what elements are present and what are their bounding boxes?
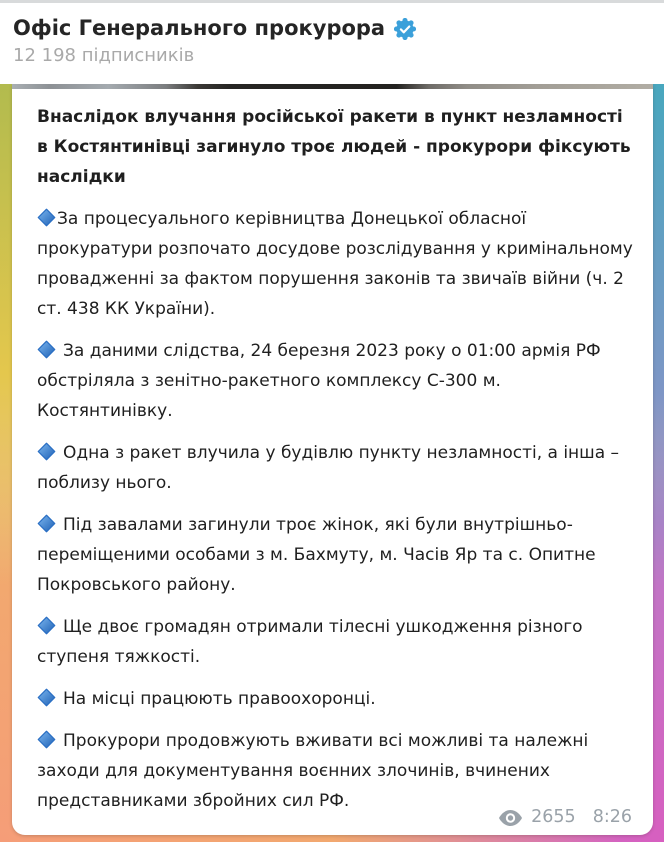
subscriber-count: 12 198 підписників [13,45,195,66]
verified-badge-icon [394,18,416,40]
view-count: 2655 [531,807,576,827]
message-paragraph: Під завалами загинули троє жінок, які були внутрішньо-переміщеними особами з м. Бахмуту, м. Часів Яр та с. Опитне Покровського району. [37,515,596,595]
message-meta [493,807,632,827]
blue-diamond-icon [37,615,56,634]
message-paragraph: Одна з ракет влучила у будівлю пункту незламності, а інша – поблизу нього. [37,443,620,493]
blue-diamond-icon [37,513,56,532]
message-paragraph: За процесуального керівництва Донецької обласної прокуратури розпочато досудове розслідування у кримінальному провадженні за фактом порушення законів та звичаїв війни (ч. 2 ст. 438 КК України). [37,209,633,319]
eye-views-icon [499,810,522,826]
blue-diamond-icon [37,207,56,226]
blue-diamond-icon [37,441,56,460]
message-lead-paragraph: Внаслідок влучання російської ракети в пункт незламності в Костянтинівці загинуло троє людей - прокурори фіксують наслідки [37,107,631,187]
channel-header[interactable] [0,0,664,84]
chat-wallpaper [0,84,664,842]
message-paragraph: На місці працюють правоохоронці. [37,684,633,714]
message-paragraph: Прокурори продовжують вживати всі можливі та належні заходи для документування воєнних злочинів, вчинених представниками збройних сил РФ. [37,731,589,811]
message-time: 8:26 [592,807,632,827]
blue-diamond-icon [37,339,56,358]
channel-title: Офіс Генерального прокурора [13,16,386,40]
message-paragraph: За даними слідства, 24 березня 2023 року о 01:00 армія РФ обстріляла з зенітно-ракетного комплексу С-300 м. Костянтинівку. [37,341,601,421]
message-bubble [12,84,653,835]
channel-title-row[interactable] [13,14,650,42]
blue-diamond-icon [37,687,56,706]
blue-diamond-icon [37,729,56,748]
message-paragraph: Ще двоє громадян отримали тілесні ушкодження різного ступеня тяжкості. [37,617,583,667]
message-text [12,89,653,835]
